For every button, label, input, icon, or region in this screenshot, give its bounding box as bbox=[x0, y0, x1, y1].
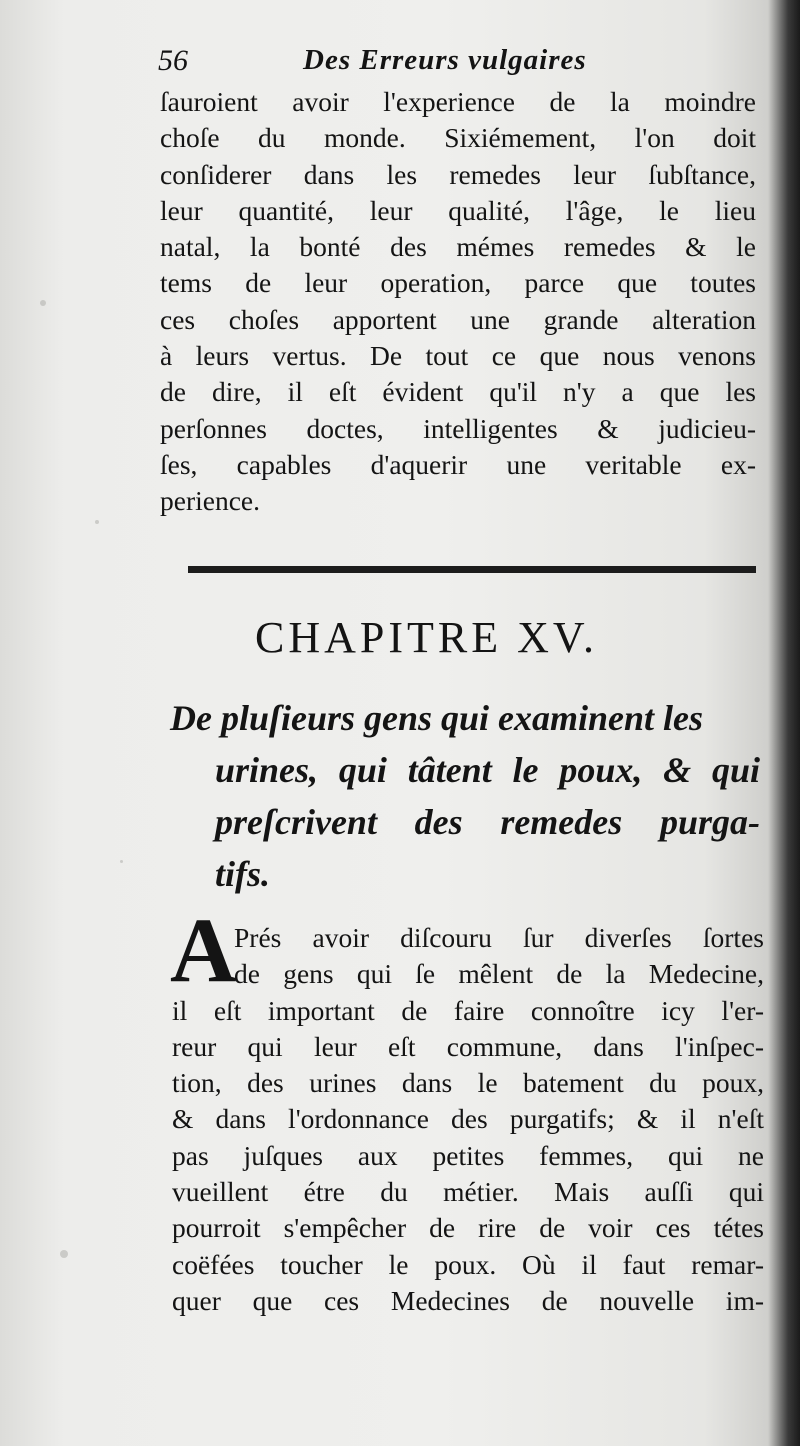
chapter-divider-rule bbox=[188, 566, 756, 573]
text-line: leur quantité, leur qualité, l'âge, le lieu bbox=[160, 194, 756, 226]
text-line: de dire, il eſt évident qu'il n'y a que les bbox=[160, 376, 756, 408]
text-line: perſonnes doctes, intelligentes & judicieu- bbox=[160, 412, 756, 444]
subtitle-line: preſcrivent des remedes purga- bbox=[215, 802, 760, 842]
subtitle-line: tifs. bbox=[215, 854, 271, 894]
paper-speck bbox=[60, 1250, 68, 1258]
text-line: natal, la bonté des mémes remedes & le bbox=[160, 231, 756, 263]
text-line: ſauroient avoir l'experience de la moindre bbox=[160, 86, 756, 117]
chapter-subtitle bbox=[170, 692, 760, 900]
text-line: & dans l'ordonnance des purgatifs; & il n'eſt bbox=[172, 1103, 764, 1135]
text-line: pas juſques aux petites femmes, qui ne bbox=[172, 1139, 764, 1171]
drop-cap: A bbox=[170, 899, 237, 1001]
text-line: de gens qui ſe mêlent de la Medecine, bbox=[234, 958, 764, 990]
text-line: il eſt important de faire connoître icy l'er- bbox=[172, 994, 764, 1026]
text-line: coëfées toucher le poux. Où il faut remar- bbox=[172, 1248, 764, 1280]
text-line: choſe du monde. Sixiémement, l'on doit bbox=[160, 122, 756, 154]
paper-speck bbox=[120, 860, 123, 863]
running-head: Des Erreurs vulgaires bbox=[303, 44, 587, 76]
text-line: vueillent étre du métier. Mais auſſi qui bbox=[172, 1176, 764, 1208]
chapter-heading: CHAPITRE XV. bbox=[255, 613, 599, 662]
text-line: Prés avoir diſcouru ſur diverſes ſortes bbox=[234, 922, 764, 953]
text-line: quer que ces Medecines de nouvelle im- bbox=[172, 1284, 764, 1316]
text-line: perience. bbox=[160, 485, 260, 517]
paper-speck bbox=[40, 300, 46, 306]
text-line: à leurs vertus. De tout ce que nous venons bbox=[160, 340, 756, 372]
text-line: reur qui leur eſt commune, dans l'inſpec- bbox=[172, 1030, 764, 1062]
text-line: tems de leur operation, parce que toutes bbox=[160, 267, 756, 299]
paragraph-previous-chapter bbox=[160, 84, 756, 520]
text-line: ſes, capables d'aquerir une veritable ex- bbox=[160, 448, 756, 480]
page-number: 56 bbox=[158, 44, 188, 77]
paragraph-chapter-opening bbox=[172, 920, 764, 1319]
text-line: tion, des urines dans le batement du poux, bbox=[172, 1067, 764, 1099]
page-header bbox=[158, 44, 758, 84]
text-line: pourroit s'empêcher de rire de voir ces tétes bbox=[172, 1212, 764, 1244]
subtitle-line: urines, qui tâtent le poux, & qui bbox=[215, 750, 760, 790]
paper-speck bbox=[95, 520, 99, 524]
text-line: ces choſes apportent une grande alteration bbox=[160, 303, 756, 335]
subtitle-line: De pluſieurs gens qui examinent les bbox=[170, 698, 704, 738]
text-line: conſiderer dans les remedes leur ſubſtance, bbox=[160, 158, 756, 190]
